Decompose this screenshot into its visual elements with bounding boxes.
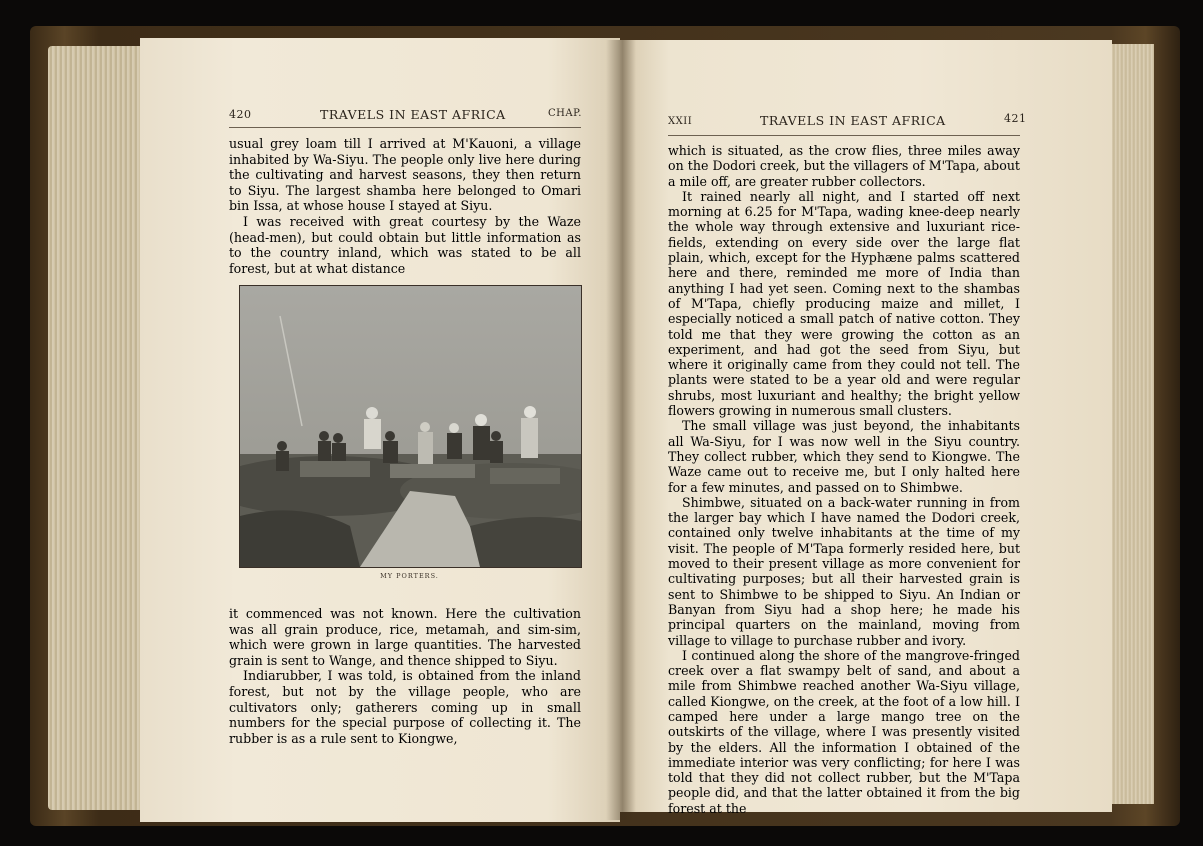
left-paragraph-1: usual grey loam till I arrived at M'Kauoni, a village inhabited by Wa-Siyu. The people only live here during the cultivating and harvest seasons, they then return to Siyu. The largest shamba here belonged to Omari bin Issa, at whose house I stayed at Siyu. [229,136,581,214]
page-edges-right [1108,44,1154,804]
left-header-rule [229,127,581,128]
porters-photo-image [240,286,581,567]
figure-caption: MY PORTERS. [380,572,439,580]
right-paragraph-2: It rained nearly all night, and I started off next morning at 6.25 for M'Tapa, wading knee-deep nearly the whole way through extensive and luxuriant rice-fields, extending on every side over the large flat plain, which, except for the Hyphæne palms scattered here and there, reminded me more of India than anything I had yet seen. Coming next to the shambas of M'Tapa, chiefly producing maize and millet, I especially noticed a small patch of native cotton. They told me that they were growing the cotton as an experiment, and had got the seed from Siyu, but where it originally came from they could not tell. The plants were stated to be a year old and were regular shrubs, most luxuriant and healthy; the bright yellow flowers growing in numerous small clusters. [668,188,1020,419]
left-text-top [229,136,581,276]
right-paragraph-3: The small village was just beyond, the inhabitants all Wa-Siyu, for I was now well in the Siyu country. They collect rubber, which they send to Kiongwe. The Waze came out to receive me, but I only halted here for a few minutes, and passed on to Shimbwe. [668,418,1020,495]
porters-photograph [239,285,582,568]
left-page-number: 420 [229,108,252,121]
right-chapter-marker: XXII [668,116,693,127]
left-paragraph-4: Indiarubber, I was told, is obtained from the inland forest, but not by the village people, who are cultivators only; gatherers coming up in small numbers for the special purpose of collecting it. The rubber is as a rule sent to Kiongwe, [229,668,581,746]
right-page-number: 421 [1004,112,1027,125]
right-paragraph-5: I continued along the shore of the mangrove-fringed creek over a flat swampy belt of sand, and about a mile from Shimbwe reached another Wa-Siyu village, called Kiongwe, on the creek, at the foot of a low hill. I camped here under a large mango tree on the outskirts of the village, where I was presently visited by the elders. All the information I obtained of the immediate interior was very conflicting; for here I was told that they did not collect rubber, but the M'Tapa people did, and that the latter obtained it from the big forest at the [668,647,1020,816]
right-text [668,143,1020,816]
left-paragraph-3: it commenced was not known. Here the cultivation was all grain produce, rice, metamah, and sim-sim, which were grown in large quantities. The harvested grain is sent to Wange, and thence shipped to Siyu. [229,606,581,668]
right-paragraph-1: which is situated, as the crow flies, three miles away on the Dodori creek, but the villagers of M'Tapa, about a mile off, are greater rubber collectors. [668,143,1020,189]
left-text-bottom [229,606,581,746]
book-gutter-shadow [606,40,636,820]
left-paragraph-2: I was received with great courtesy by the Waze (head-men), but could obtain but little information as to the country inland, which was stated to be all forest, but at what distance [229,213,581,276]
right-running-title: TRAVELS IN EAST AFRICA [760,113,946,128]
left-running-title: TRAVELS IN EAST AFRICA [320,107,506,122]
right-paragraph-4: Shimbwe, situated on a back-water running in from the larger bay which I have named the Dodori creek, contained only twelve inhabitants at the time of my visit. The people of M'Tapa formerly resided here, but moved to their present village as more convenient for cultivating purposes; but all their harvested grain is sent to Shimbwe to be shipped to Siyu. An Indian or Banyan from Siyu had a shop here; he made his principal quarters on the mainland, moving from village to village to purchase rubber and ivory. [668,494,1020,648]
right-header-rule [668,135,1020,136]
page-edges-left [48,46,140,810]
left-chapter-marker: CHAP. [548,108,582,119]
